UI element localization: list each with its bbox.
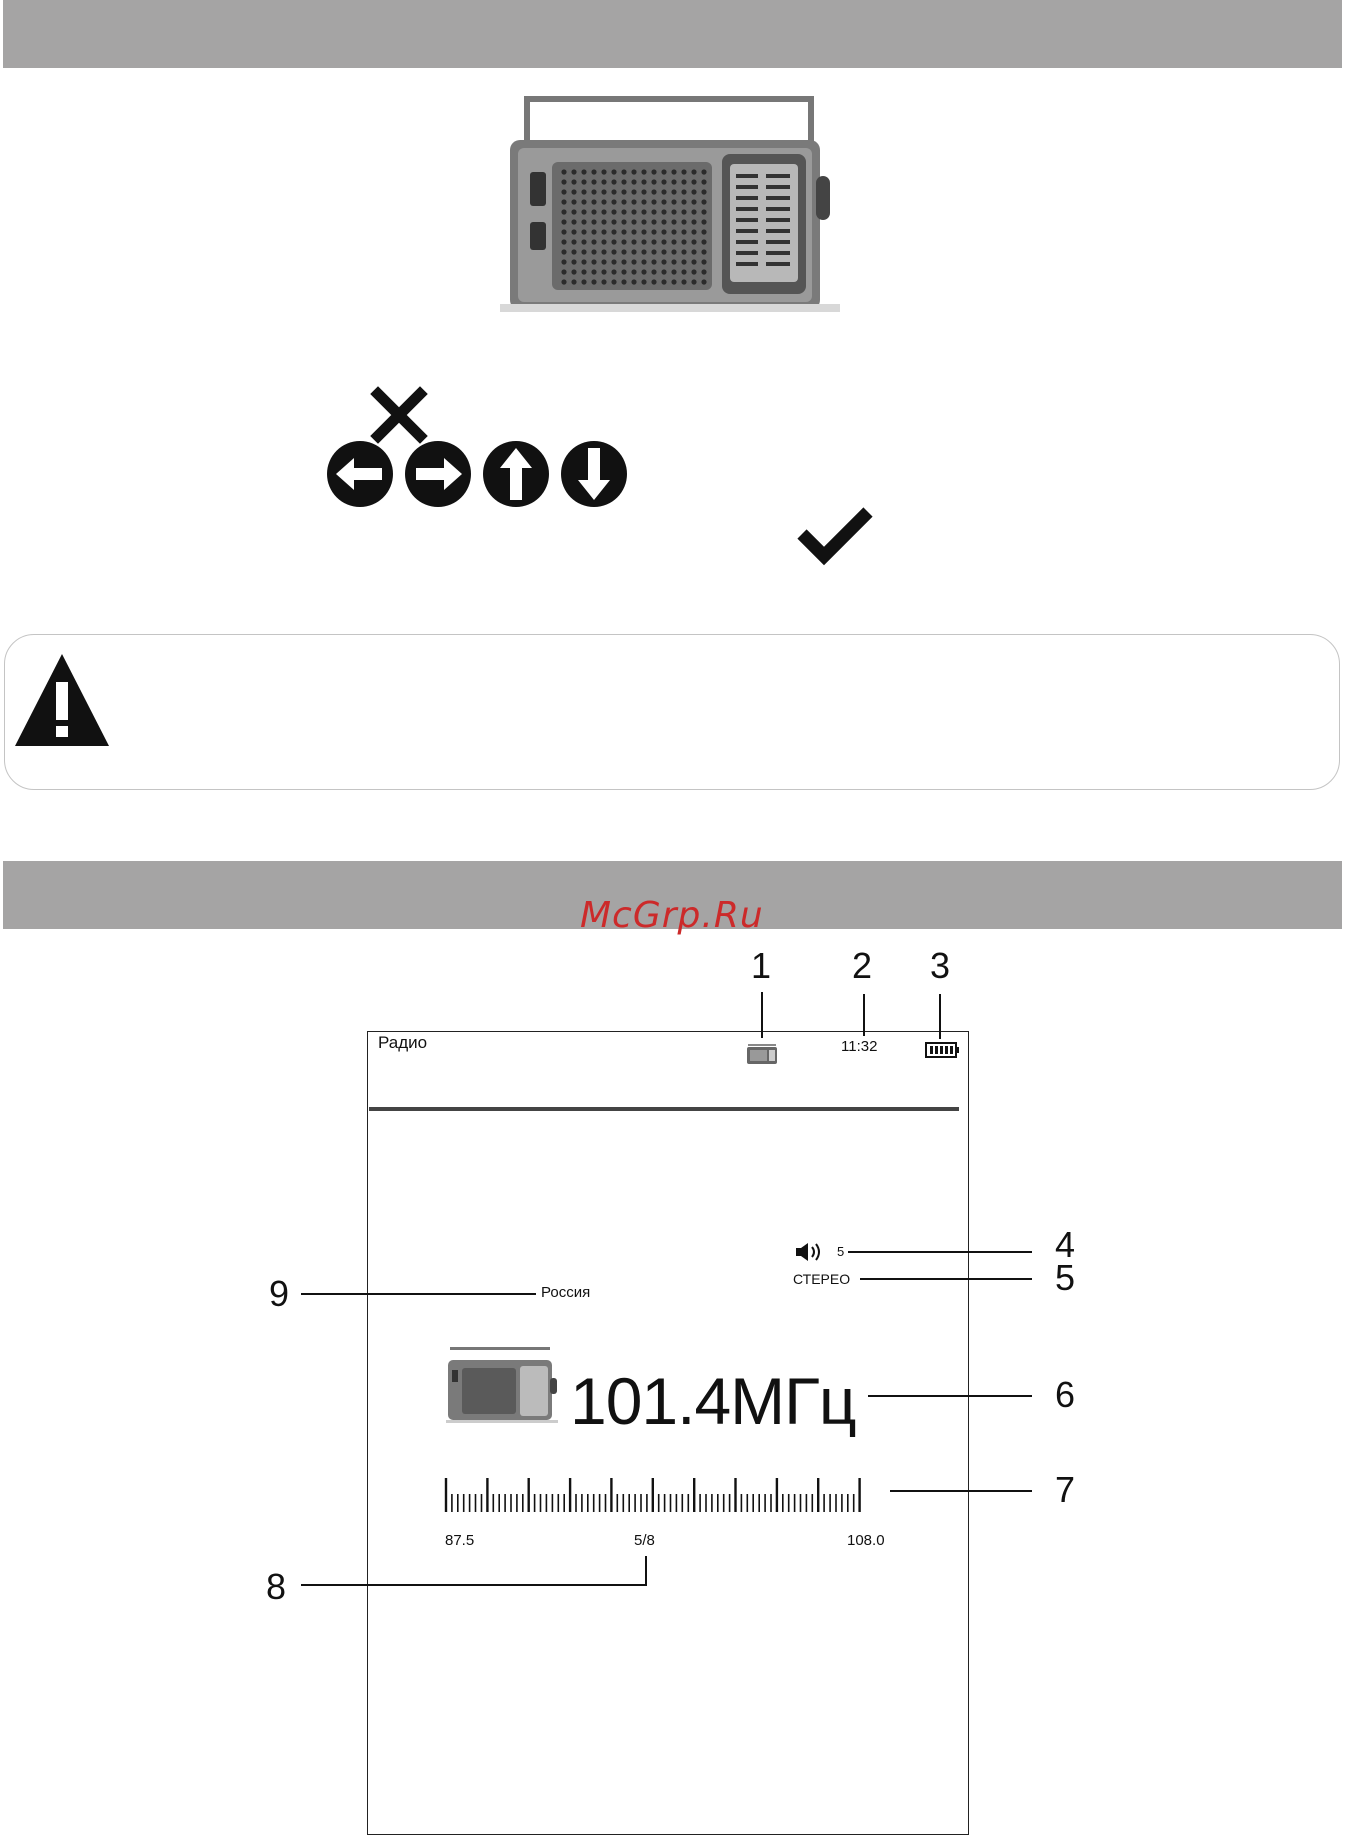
clock: 11:32 — [841, 1038, 878, 1055]
callout-6: 6 — [1055, 1374, 1076, 1415]
callout-2: 2 — [852, 945, 873, 986]
frequency-display: 101.4МГц — [570, 1364, 856, 1438]
callout-9: 9 — [269, 1273, 290, 1314]
callout-4: 4 — [1055, 1224, 1076, 1265]
preset-indicator: 5/8 — [634, 1532, 655, 1549]
watermark: McGrp.Ru — [580, 895, 764, 936]
screen-title: Радио — [378, 1033, 428, 1052]
callout-5: 5 — [1055, 1257, 1076, 1298]
stereo-label: СТЕРЕО — [793, 1271, 851, 1287]
callout-1: 1 — [751, 945, 772, 986]
callout-8: 8 — [266, 1566, 287, 1607]
volume-level: 5 — [837, 1244, 845, 1259]
region-label: Россия — [541, 1284, 591, 1301]
callout-7: 7 — [1055, 1469, 1076, 1510]
range-min: 87.5 — [445, 1532, 475, 1549]
range-max: 108.0 — [847, 1532, 885, 1549]
callout-3: 3 — [930, 945, 951, 986]
